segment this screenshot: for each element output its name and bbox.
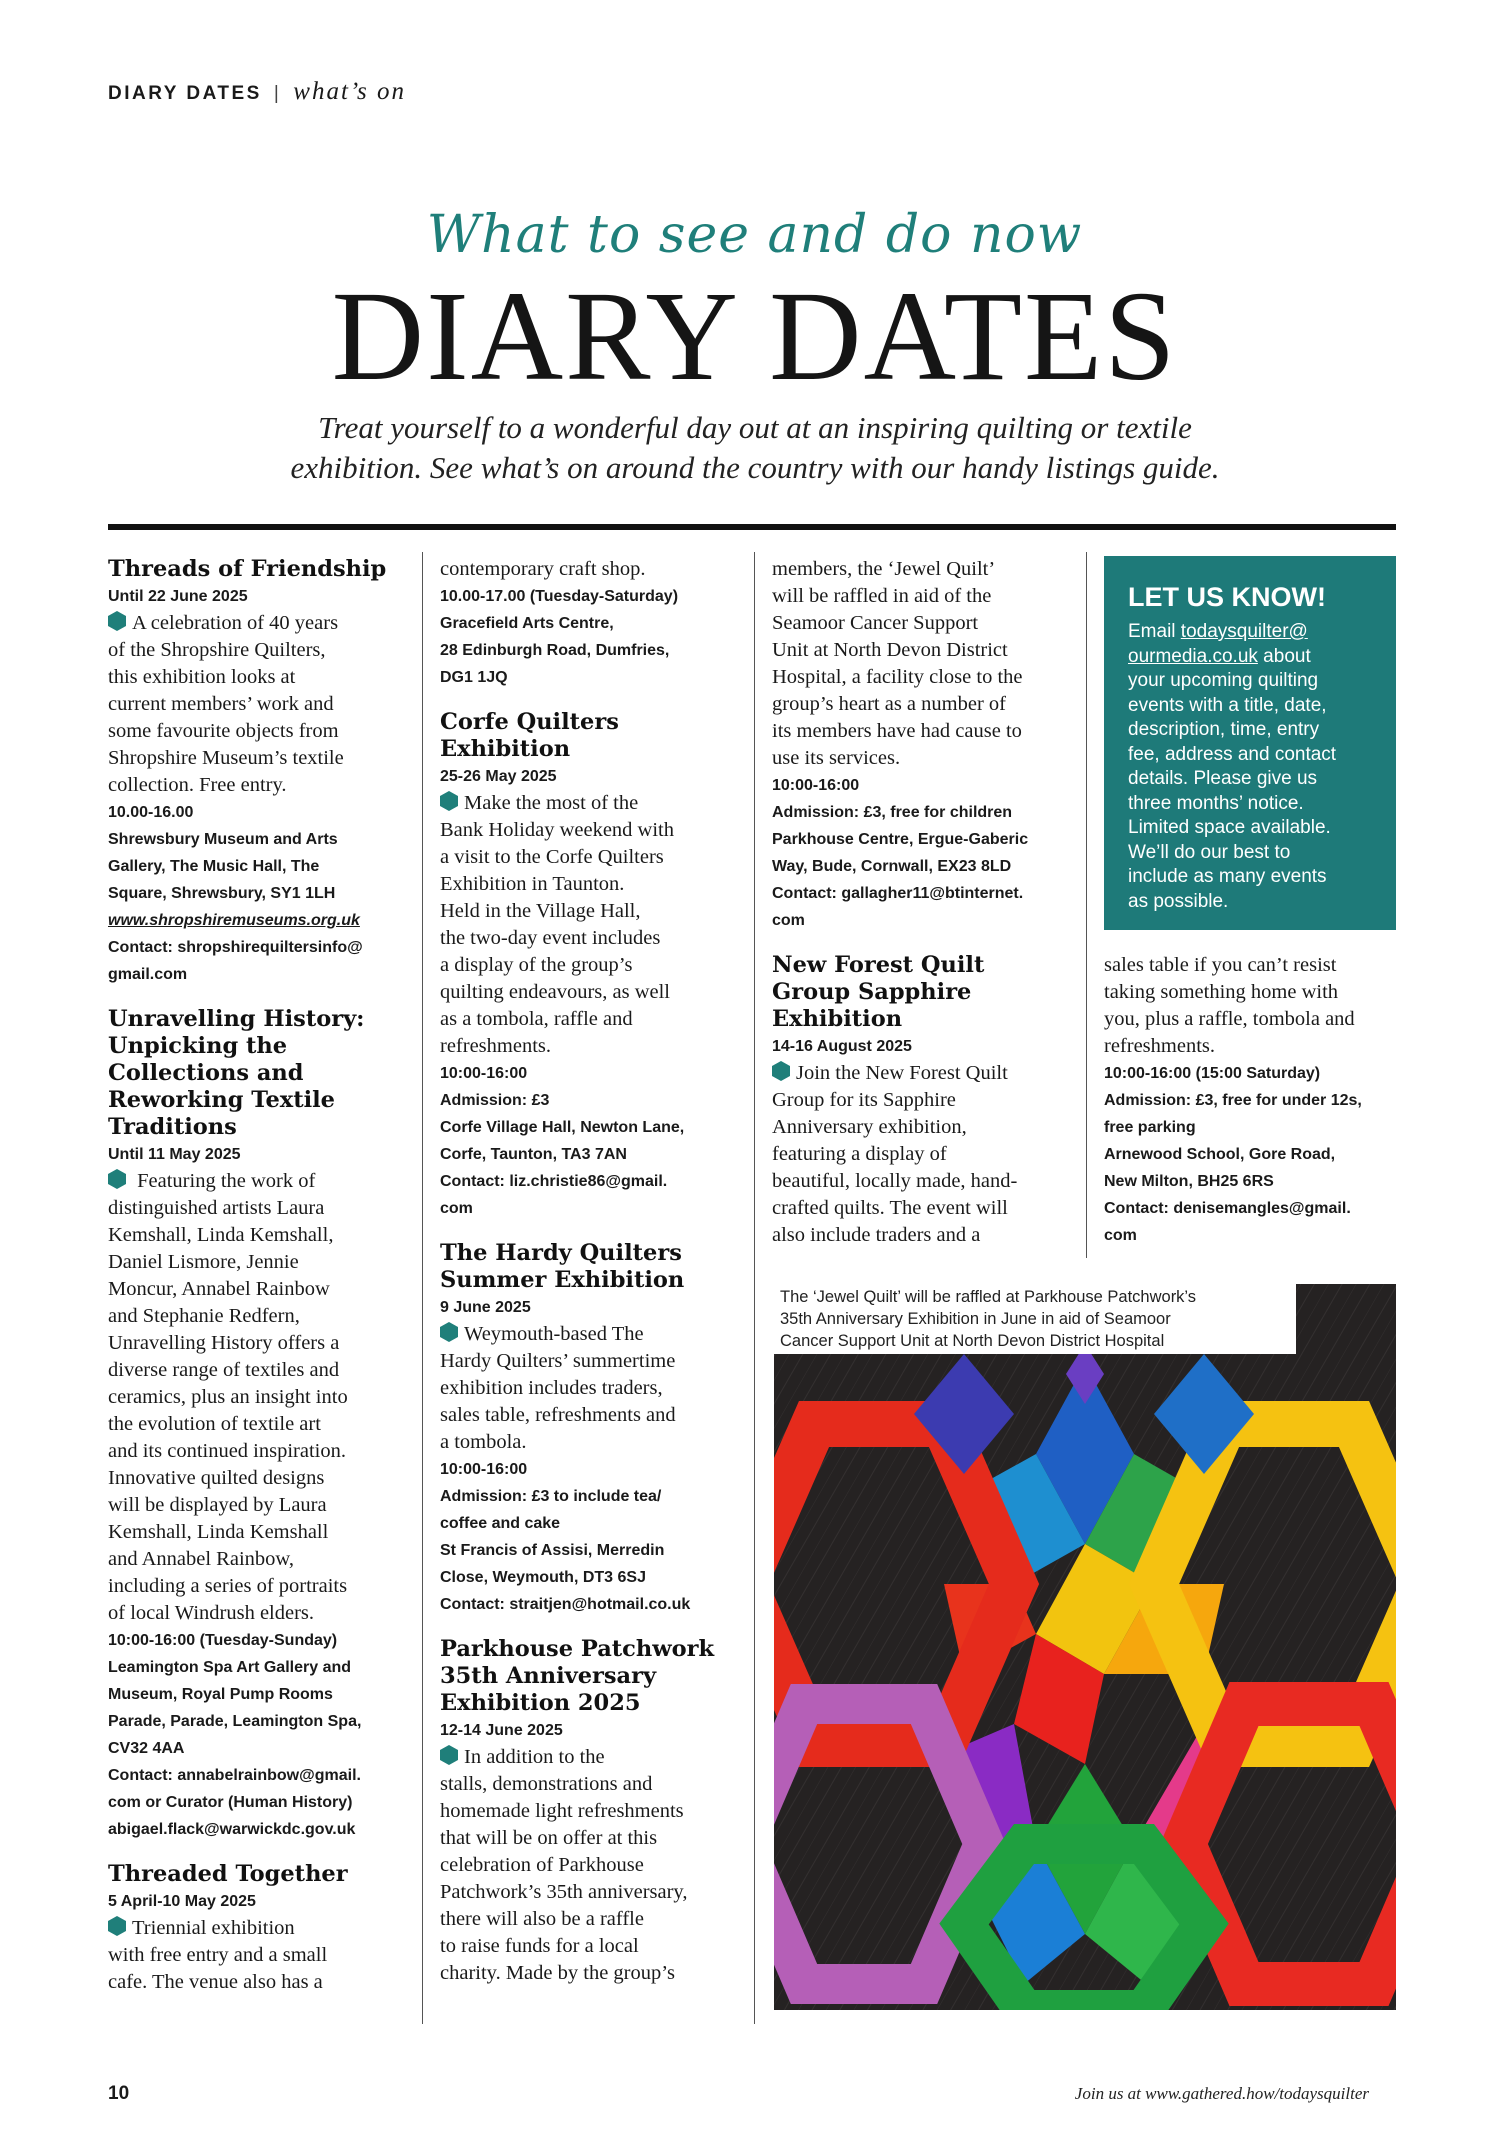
hexagon-bullet-icon bbox=[108, 1169, 126, 1189]
event-info-line: Close, Weymouth, DT3 6SJ bbox=[440, 1569, 646, 1586]
event-title: Threaded Together bbox=[108, 1861, 348, 1887]
event-body-line: a visit to the Corfe Quilters bbox=[440, 846, 664, 868]
event-title-line: Unravelling History: bbox=[108, 1006, 365, 1032]
event-body-line: a display of the group’s bbox=[440, 954, 633, 976]
event-body-line: sales table if you can’t resist bbox=[1104, 954, 1337, 976]
event-contact-line: Contact: shropshirequiltersinfo@ bbox=[108, 939, 363, 956]
event-title-line: Collections and bbox=[108, 1060, 304, 1086]
subsection-label: what’s on bbox=[293, 78, 406, 105]
let-us-know-box bbox=[1104, 556, 1396, 930]
event-date: 14-16 August 2025 bbox=[772, 1038, 912, 1055]
event-body-line: to raise funds for a local bbox=[440, 1935, 639, 1957]
event-info-line: 10:00-16:00 (Tuesday-Sunday) bbox=[108, 1632, 338, 1649]
event-info-line: Admission: £3 bbox=[440, 1092, 550, 1109]
event-threads-of-friendship bbox=[108, 556, 398, 988]
jewel-quilt-photo bbox=[774, 1284, 1396, 2010]
hexagon-bullet-icon bbox=[440, 791, 458, 811]
event-info-line: free parking bbox=[1104, 1119, 1196, 1136]
event-info-line: Admission: £3 to include tea/ bbox=[440, 1488, 662, 1505]
event-body-line: there will also be a raffle bbox=[440, 1908, 644, 1930]
event-info-line: Admission: £3, free for under 12s, bbox=[1104, 1092, 1362, 1109]
event-body-line: and Annabel Rainbow, bbox=[108, 1548, 294, 1570]
column-4 bbox=[1104, 952, 1394, 1249]
event-body-line: some favourite objects from bbox=[108, 720, 339, 742]
event-info-line: com bbox=[1104, 1227, 1137, 1244]
event-info-line: Shrewsbury Museum and Arts bbox=[108, 831, 338, 848]
top-rule bbox=[108, 524, 1396, 530]
column-1 bbox=[108, 556, 398, 1996]
event-contact-line: gmail.com bbox=[108, 966, 188, 983]
event-info-line: Parkhouse Centre, Ergue-Gaberic bbox=[772, 831, 1029, 848]
event-continued bbox=[440, 556, 730, 691]
event-info-line: Parade, Parade, Leamington Spa, bbox=[108, 1713, 362, 1730]
event-body-line: sales table, refreshments and bbox=[440, 1404, 676, 1426]
event-info-line: Gallery, The Music Hall, The bbox=[108, 858, 320, 875]
hexagon-bullet-icon bbox=[108, 611, 126, 631]
event-body-line: and its continued inspiration. bbox=[108, 1440, 346, 1462]
event-body-line: use its services. bbox=[772, 747, 901, 769]
event-body-line: also include traders and a bbox=[772, 1224, 981, 1246]
event-body-line: group’s heart as a number of bbox=[772, 693, 1006, 715]
running-head bbox=[108, 78, 406, 106]
event-body-line: Patchwork’s 35th anniversary, bbox=[440, 1881, 688, 1903]
standfirst-line: exhibition. See what’s on around the country with our handy listings guide. bbox=[290, 450, 1220, 485]
hexagon-bullet-icon bbox=[108, 1916, 126, 1936]
event-info-line: Contact: liz.christie86@gmail. bbox=[440, 1173, 668, 1190]
separator: | bbox=[273, 83, 282, 104]
event-body-line: Exhibition in Taunton. bbox=[440, 873, 625, 895]
event-info-line: 28 Edinburgh Road, Dumfries, bbox=[440, 642, 670, 659]
event-info-line: com bbox=[772, 912, 805, 929]
event-body-line: collection. Free entry. bbox=[108, 774, 287, 796]
kicker: What to see and do now bbox=[426, 205, 1083, 265]
event-body-line: will be displayed by Laura bbox=[108, 1494, 327, 1516]
event-body-line: taking something home with bbox=[1104, 981, 1339, 1003]
event-body-line: including a series of portraits bbox=[108, 1575, 348, 1597]
event-body-line: will be raffled in aid of the bbox=[772, 585, 992, 607]
caption-line: 35th Anniversary Exhibition in June in aid of Seamoor bbox=[780, 1310, 1171, 1328]
event-title-line: Reworking Textile bbox=[108, 1087, 335, 1113]
event-body-line: quilting endeavours, as well bbox=[440, 981, 671, 1003]
event-info-line: Way, Bude, Cornwall, EX23 8LD bbox=[772, 858, 1012, 875]
event-info-line: Gracefield Arts Centre, bbox=[440, 615, 614, 632]
event-body-line: featuring a display of bbox=[772, 1143, 947, 1165]
event-info-line: 10:00-16:00 bbox=[772, 777, 860, 794]
event-body-line: distinguished artists Laura bbox=[108, 1197, 325, 1219]
event-body-line: as a tombola, raffle and bbox=[440, 1008, 633, 1030]
event-body-line: Triennial exhibition bbox=[108, 1915, 398, 1942]
column-divider bbox=[754, 552, 755, 2024]
event-body-line: Make the most of the bbox=[440, 790, 730, 817]
event-info-line: com or Curator (Human History) bbox=[108, 1794, 353, 1811]
event-body-line: Moncur, Annabel Rainbow bbox=[108, 1278, 330, 1300]
event-corfe-quilters bbox=[440, 709, 730, 1222]
event-body-line: Kemshall, Linda Kemshall, bbox=[108, 1224, 334, 1246]
event-body-line: with free entry and a small bbox=[108, 1944, 328, 1966]
photo-caption bbox=[774, 1284, 1296, 1354]
event-body-line: Unravelling History offers a bbox=[108, 1332, 340, 1354]
event-title: Threads of Friendship bbox=[108, 556, 387, 582]
event-info-line: Leamington Spa Art Gallery and bbox=[108, 1659, 352, 1676]
section-label: DIARY DATES bbox=[108, 83, 262, 104]
page-number: 10 bbox=[108, 2083, 130, 2104]
event-continued bbox=[1104, 952, 1394, 1249]
event-info-line: com bbox=[440, 1200, 473, 1217]
event-body-line: a tombola. bbox=[440, 1431, 527, 1453]
column-2 bbox=[440, 556, 730, 1987]
column-divider bbox=[422, 552, 423, 2024]
event-body-line: beautiful, locally made, hand- bbox=[772, 1170, 1018, 1192]
event-info-line: 10.00-17.00 (Tuesday-Saturday) bbox=[440, 588, 679, 605]
event-body-line: refreshments. bbox=[1104, 1035, 1215, 1057]
event-info-line: Corfe, Taunton, TA3 7AN bbox=[440, 1146, 627, 1163]
event-body-line: Shropshire Museum’s textile bbox=[108, 747, 344, 769]
hexagon-bullet-icon bbox=[772, 1061, 790, 1081]
event-body-line: this exhibition looks at bbox=[108, 666, 296, 688]
event-info-line: CV32 4AA bbox=[108, 1740, 185, 1757]
footer-link[interactable]: Join us at www.gathered.how/todaysquilter bbox=[1074, 2084, 1369, 2103]
column-3 bbox=[772, 556, 1062, 1249]
event-title-line: 35th Anniversary bbox=[440, 1663, 657, 1689]
event-body-line: Held in the Village Hall, bbox=[440, 900, 641, 922]
standfirst bbox=[180, 408, 1330, 488]
event-date: Until 22 June 2025 bbox=[108, 588, 248, 605]
event-title-line: Exhibition bbox=[772, 1006, 903, 1032]
event-body-line: you, plus a raffle, tombola and bbox=[1104, 1008, 1355, 1030]
event-body-line: charity. Made by the group’s bbox=[440, 1962, 675, 1984]
event-body-line: Unit at North Devon District bbox=[772, 639, 1008, 661]
hexagon-bullet-icon bbox=[440, 1745, 458, 1765]
event-info-line: 10:00-16:00 (15:00 Saturday) bbox=[1104, 1065, 1321, 1082]
event-new-forest-quilt bbox=[772, 952, 1062, 1249]
event-info-line: 10:00-16:00 bbox=[440, 1065, 528, 1082]
event-info-line: Contact: denisemangles@gmail. bbox=[1104, 1200, 1351, 1217]
event-body-line: Innovative quilted designs bbox=[108, 1467, 325, 1489]
event-info-line: Contact: gallagher11@btinternet. bbox=[772, 885, 1024, 902]
event-body-line: and Stephanie Redfern, bbox=[108, 1305, 300, 1327]
event-date: Until 11 May 2025 bbox=[108, 1146, 241, 1163]
event-continued bbox=[772, 556, 1062, 934]
event-date: 12-14 June 2025 bbox=[440, 1722, 563, 1739]
caption-line: The ‘Jewel Quilt’ will be raffled at Parkhouse Patchwork’s bbox=[780, 1288, 1197, 1306]
event-body-line: current members’ work and bbox=[108, 693, 334, 715]
event-body-line: Join the New Forest Quilt bbox=[772, 1060, 1062, 1087]
event-info-line: Square, Shrewsbury, SY1 1LH bbox=[108, 885, 336, 902]
event-body-line: the two-day event includes bbox=[440, 927, 661, 949]
event-body-line: Group for its Sapphire bbox=[772, 1089, 956, 1111]
box-text: Email todaysquilter@ ourmedia.co.uk about your upcoming quilting events with a title, date, description, time, entry fee, address and contact details. Please give us three months’ notice. Limited space available. We’ll do our best to include as many events as possible. bbox=[1128, 621, 1337, 912]
event-hardy-quilters bbox=[440, 1240, 730, 1618]
box-heading: LET US KNOW! bbox=[1128, 582, 1326, 612]
event-title-line: Exhibition 2025 bbox=[440, 1690, 641, 1716]
event-title-line: Parkhouse Patchwork bbox=[440, 1636, 715, 1662]
event-title-line: The Hardy Quilters bbox=[440, 1240, 682, 1266]
event-body-line: stalls, demonstrations and bbox=[440, 1773, 653, 1795]
event-body-line: celebration of Parkhouse bbox=[440, 1854, 644, 1876]
page-title: DIARY DATES bbox=[331, 265, 1178, 407]
event-body-line: Kemshall, Linda Kemshall bbox=[108, 1521, 329, 1543]
event-body-line: Featuring the work of bbox=[108, 1168, 398, 1195]
event-info-line: DG1 1JQ bbox=[440, 669, 508, 686]
event-parkhouse-patchwork bbox=[440, 1636, 730, 1987]
event-title-line: New Forest Quilt bbox=[772, 952, 985, 978]
event-body-line: refreshments. bbox=[440, 1035, 551, 1057]
event-info-line: abigael.flack@warwickdc.gov.uk bbox=[108, 1821, 356, 1838]
caption-line: Cancer Support Unit at North Devon District Hospital bbox=[780, 1332, 1165, 1350]
event-title-line: Group Sapphire bbox=[772, 979, 972, 1005]
event-body-line: exhibition includes traders, bbox=[440, 1377, 663, 1399]
event-body-line: diverse range of textiles and bbox=[108, 1359, 340, 1381]
event-body-line: contemporary craft shop. bbox=[440, 558, 646, 580]
event-title-line: Unpicking the bbox=[108, 1033, 288, 1059]
event-website-link[interactable]: www.shropshiremuseums.org.uk bbox=[108, 912, 360, 929]
event-body-line: homemade light refreshments bbox=[440, 1800, 684, 1822]
event-body-line: its members have had cause to bbox=[772, 720, 1022, 742]
event-body-line: In addition to the bbox=[440, 1744, 730, 1771]
event-unravelling-history bbox=[108, 1006, 398, 1843]
event-info-line: Museum, Royal Pump Rooms bbox=[108, 1686, 333, 1703]
event-info-line: coffee and cake bbox=[440, 1515, 561, 1532]
event-body-line: ceramics, plus an insight into bbox=[108, 1386, 348, 1408]
event-body-line: of the Shropshire Quilters, bbox=[108, 639, 326, 661]
email-link[interactable]: ourmedia.co.uk bbox=[1128, 645, 1258, 667]
event-body-line: crafted quilts. The event will bbox=[772, 1197, 1008, 1219]
event-body-line: the evolution of textile art bbox=[108, 1413, 321, 1435]
event-body-line: Anniversary exhibition, bbox=[772, 1116, 967, 1138]
event-title-line: Corfe Quilters bbox=[440, 709, 619, 735]
event-title-line: Summer Exhibition bbox=[440, 1267, 685, 1293]
event-body-line: Bank Holiday weekend with bbox=[440, 819, 674, 841]
event-body-line: Daniel Lismore, Jennie bbox=[108, 1251, 299, 1273]
event-info-line: 10.00-16.00 bbox=[108, 804, 194, 821]
event-body-line: members, the ‘Jewel Quilt’ bbox=[772, 558, 996, 580]
event-title-line: Exhibition bbox=[440, 736, 571, 762]
event-body-line: cafe. The venue also has a bbox=[108, 1971, 323, 1993]
email-link[interactable]: todaysquilter@ bbox=[1180, 621, 1308, 642]
event-body-line: Hospital, a facility close to the bbox=[772, 666, 1023, 688]
event-body-line: of local Windrush elders. bbox=[108, 1602, 315, 1624]
jewel-quilt-image bbox=[774, 1284, 1396, 2010]
event-info-line: Contact: straitjen@hotmail.co.uk bbox=[440, 1596, 691, 1613]
event-body-line: Seamoor Cancer Support bbox=[772, 612, 979, 634]
event-info-line: Admission: £3, free for children bbox=[772, 804, 1013, 821]
event-date: 5 April-10 May 2025 bbox=[108, 1893, 256, 1910]
event-info-line: New Milton, BH25 6RS bbox=[1104, 1173, 1274, 1190]
column-divider bbox=[1086, 552, 1087, 1258]
event-title-line: Traditions bbox=[108, 1114, 237, 1140]
event-info-line: 10:00-16:00 bbox=[440, 1461, 528, 1478]
event-date: 25-26 May 2025 bbox=[440, 768, 557, 785]
event-info-line: Corfe Village Hall, Newton Lane, bbox=[440, 1119, 685, 1136]
hexagon-bullet-icon bbox=[440, 1322, 458, 1342]
event-info-line: St Francis of Assisi, Merredin bbox=[440, 1542, 665, 1559]
event-date: 9 June 2025 bbox=[440, 1299, 531, 1316]
standfirst-line: Treat yourself to a wonderful day out at an inspiring quilting or textile bbox=[318, 410, 1192, 445]
event-threaded-together bbox=[108, 1861, 398, 1996]
event-body-line: A celebration of 40 years bbox=[108, 610, 398, 637]
event-info-line: Arnewood School, Gore Road, bbox=[1104, 1146, 1336, 1163]
event-info-line: Contact: annabelrainbow@gmail. bbox=[108, 1767, 361, 1784]
event-body-line: Hardy Quilters’ summertime bbox=[440, 1350, 676, 1372]
event-body-line: Weymouth-based The bbox=[440, 1321, 730, 1348]
event-body-line: that will be on offer at this bbox=[440, 1827, 658, 1849]
